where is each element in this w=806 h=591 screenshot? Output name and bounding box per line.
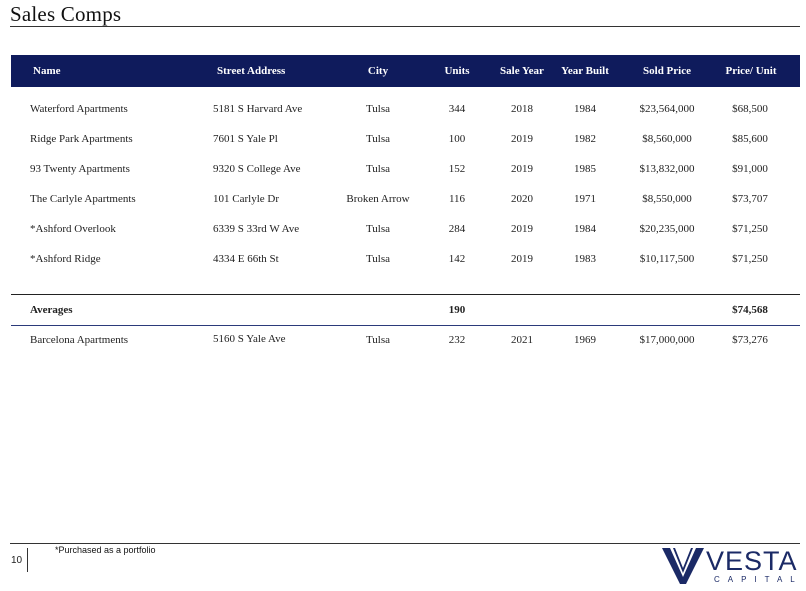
subject-property-row [0,334,806,348]
cell-city: Tulsa [365,133,391,145]
cell-year-built: 1982 [574,133,596,145]
cell-sold-price: $8,560,000 [642,133,692,145]
cell-year-built: 1969 [574,334,596,346]
cell-name: 93 Twenty Apartments [30,163,130,175]
cell-sold-price: $20,235,000 [639,223,695,235]
cell-price-unit: $68,500 [732,103,768,115]
averages-label: Averages [30,304,73,316]
cell-year-built: 1971 [574,193,596,205]
cell-units: 116 [448,193,466,205]
table-row [0,133,806,147]
cell-sale-year: 2019 [511,163,533,175]
cell-units: 344 [448,103,466,115]
cell-name: Barcelona Apartments [30,334,129,346]
vesta-logo-mark-icon [662,546,704,584]
cell-year-built: 1983 [574,253,596,265]
col-header-sale-year: Sale Year [500,65,544,77]
cell-price-unit: $91,000 [732,163,768,175]
cell-city: Tulsa [365,223,391,235]
col-header-city: City [367,65,389,77]
cell-address: 6339 S 33rd W Ave [213,223,300,235]
cell-name: The Carlyle Apartments [30,193,136,205]
cell-city: Tulsa [365,334,391,346]
vesta-capital-logo [662,546,802,586]
cell-name: Ridge Park Apartments [30,133,133,145]
cell-price-unit: $71,250 [732,253,768,265]
averages-top-rule [11,294,800,295]
cell-address: 101 Carlyle Dr [213,193,279,205]
cell-price-unit: $73,276 [732,334,768,346]
cell-address: 5160 S Yale Ave [213,333,286,345]
cell-sold-price: $23,564,000 [639,103,695,115]
cell-sale-year: 2019 [511,133,533,145]
cell-price-unit: $73,707 [732,193,768,205]
cell-year-built: 1985 [574,163,596,175]
cell-sale-year: 2019 [511,253,533,265]
page-number-divider [27,548,28,572]
cell-name: *Ashford Ridge [30,253,101,265]
table-row [0,193,806,207]
cell-units: 100 [448,133,466,145]
cell-city: Broken Arrow [346,193,410,205]
cell-city: Tulsa [365,253,391,265]
footer-rule [10,543,800,544]
cell-sold-price: $10,117,500 [639,253,695,265]
cell-units: 142 [448,253,466,265]
col-header-price-unit: Price/ Unit [725,65,777,77]
table-row [0,253,806,267]
cell-address: 7601 S Yale Pl [213,133,278,145]
col-header-name: Name [33,65,61,77]
cell-city: Tulsa [365,103,391,115]
averages-price-unit: $74,568 [732,304,768,316]
cell-sale-year: 2021 [511,334,533,346]
col-header-sold-price: Sold Price [643,65,691,77]
cell-price-unit: $71,250 [732,223,768,235]
averages-bottom-rule [11,325,800,326]
cell-address: 9320 S College Ave [213,163,301,175]
table-row [0,103,806,117]
cell-year-built: 1984 [574,103,596,115]
cell-sold-price: $17,000,000 [639,334,695,346]
cell-sale-year: 2020 [511,193,533,205]
cell-sold-price: $8,550,000 [642,193,692,205]
cell-city: Tulsa [365,163,391,175]
cell-name: Waterford Apartments [30,103,128,115]
col-header-address: Street Address [217,65,286,77]
averages-units: 190 [448,304,466,316]
page-title: Sales Comps [10,2,122,26]
cell-address: 4334 E 66th St [213,253,279,265]
cell-units: 232 [448,334,466,346]
cell-sold-price: $13,832,000 [639,163,695,175]
table-row [0,163,806,177]
cell-address: 5181 S Harvard Ave [213,103,303,115]
cell-units: 152 [448,163,466,175]
cell-price-unit: $85,600 [732,133,768,145]
averages-row [0,304,806,318]
col-header-year-built: Year Built [561,65,609,77]
logo-wordmark: VESTA [706,546,798,576]
logo-subtitle: CAPITAL [714,575,803,584]
cell-name: *Ashford Overlook [30,223,116,235]
col-header-units: Units [444,65,470,77]
table-header [11,55,800,87]
footnote: *Purchased as a portfolio [55,545,156,555]
cell-sale-year: 2019 [511,223,533,235]
title-divider [10,26,800,27]
cell-sale-year: 2018 [511,103,533,115]
cell-units: 284 [448,223,466,235]
page-number: 10 [11,555,23,566]
cell-year-built: 1984 [574,223,596,235]
table-row [0,223,806,237]
